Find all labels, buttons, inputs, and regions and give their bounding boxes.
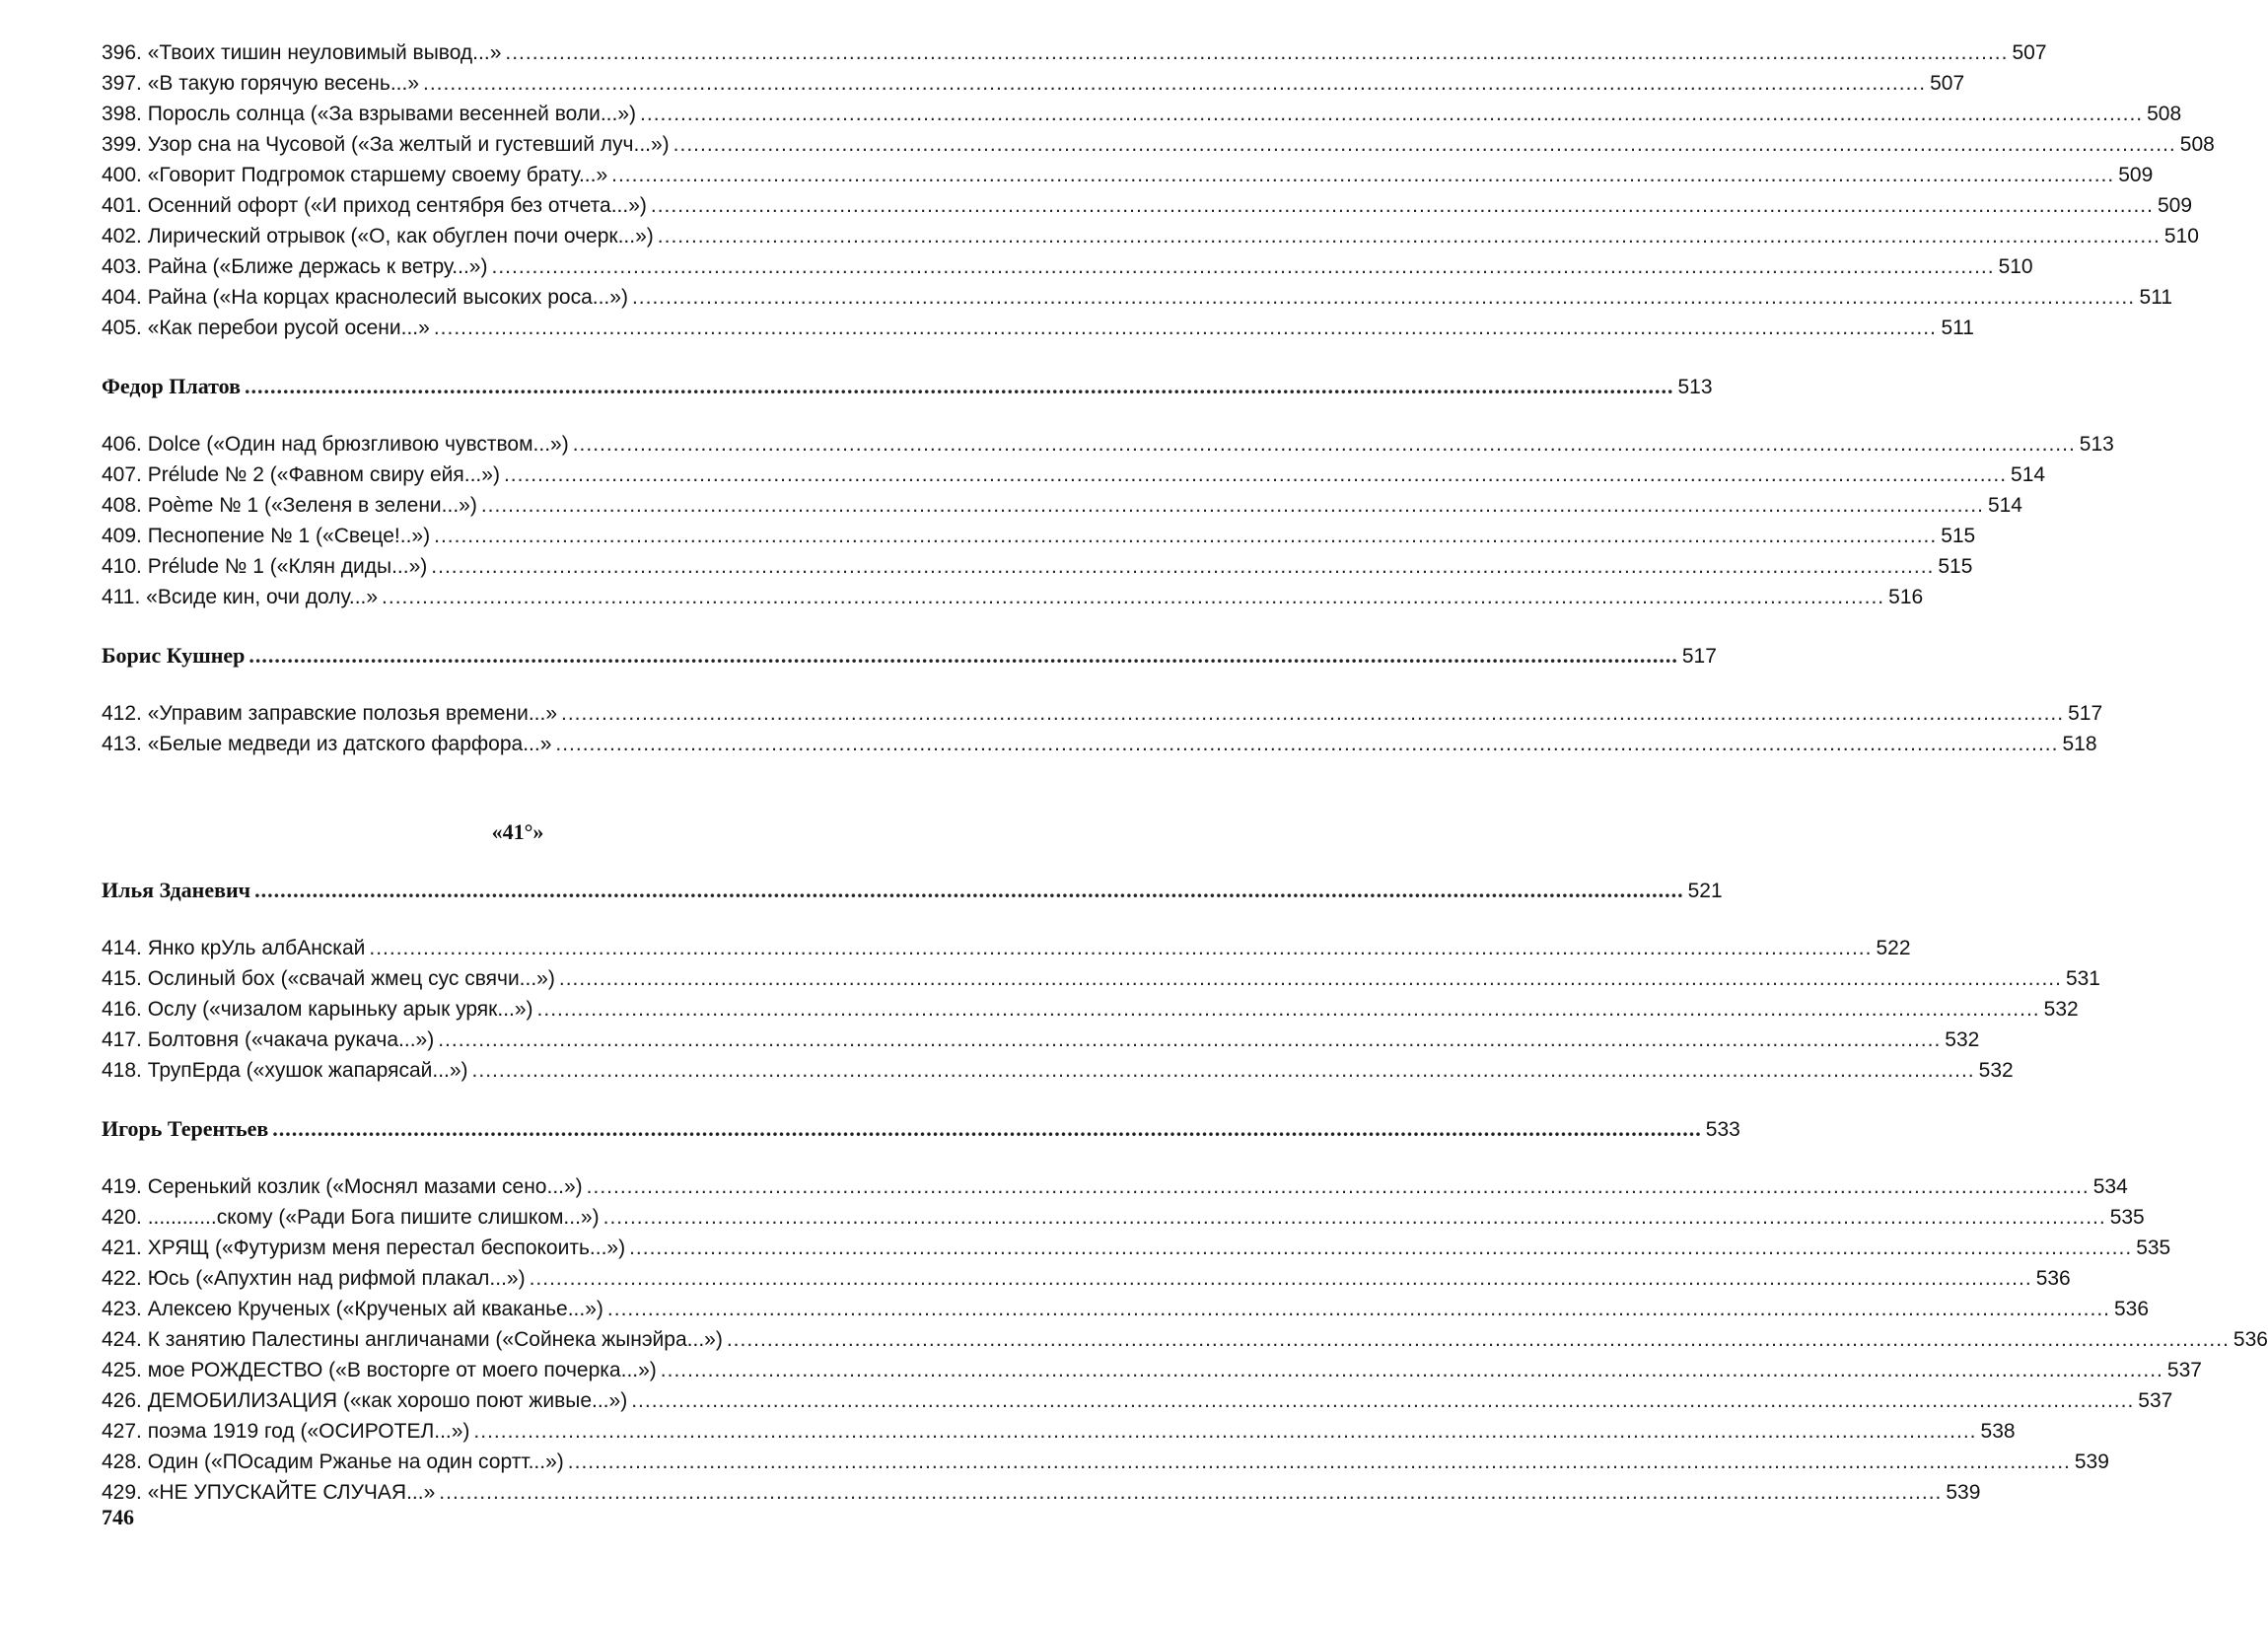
leader-dots bbox=[434, 521, 1937, 551]
entry-title: 425. мое РОЖДЕСТВО («В восторге от моего почерка...») bbox=[102, 1359, 657, 1381]
leader-dots bbox=[481, 490, 1984, 521]
entry-title: 419. Серенький козлик («Моснял мазами сено...») bbox=[102, 1175, 583, 1198]
leader-dots bbox=[561, 698, 2064, 729]
toc-page bbox=[102, 37, 2268, 1508]
toc-entry bbox=[102, 1416, 2016, 1447]
leader-dots bbox=[603, 1202, 2106, 1233]
leader-dots bbox=[439, 1477, 1942, 1508]
toc-entry bbox=[102, 551, 1973, 582]
toc-group bbox=[102, 875, 2100, 1086]
leader-dots bbox=[473, 1416, 1976, 1447]
entry-page: 508 bbox=[2179, 133, 2215, 156]
entry-page: 535 bbox=[2109, 1206, 2145, 1229]
leader-dots bbox=[607, 1294, 2110, 1324]
entry-title: 398. Поросль солнца («За взрывами весенней воли...») bbox=[102, 103, 637, 125]
toc-entry bbox=[102, 963, 2100, 994]
toc-entry bbox=[102, 429, 2114, 460]
entry-title: 406. Dolce («Один над брюзгливою чувством...») bbox=[102, 433, 569, 456]
author-name: Борис Кушнер bbox=[102, 643, 246, 668]
entry-title: 403. Райна («Ближе держась к ветру...») bbox=[102, 255, 488, 278]
leader-dots bbox=[438, 1025, 1941, 1055]
entry-title: 423. Алексею Крученых («Крученых ай кваканье...») bbox=[102, 1298, 603, 1320]
entry-title: 415. Ослиный бох («свачай жмец сус свячи...») bbox=[102, 967, 555, 990]
author-page: 513 bbox=[1677, 376, 1713, 398]
leader-dots bbox=[472, 1055, 1975, 1086]
leader-dots bbox=[587, 1171, 2090, 1202]
toc-entry bbox=[102, 1385, 2173, 1416]
entry-title: 412. «Управим заправские полозья времени...» bbox=[102, 702, 557, 725]
entry-page: 537 bbox=[2166, 1359, 2202, 1381]
entry-title: 399. Узор сна на Чусовой («За желтый и густевший луч...») bbox=[102, 133, 670, 156]
toc-entry bbox=[102, 251, 2033, 282]
entry-title: 416. Ослу («чизалом карыньку арык уряк...») bbox=[102, 998, 533, 1021]
entry-page: 514 bbox=[2011, 463, 2046, 486]
entry-page: 534 bbox=[2092, 1175, 2128, 1198]
entry-page: 507 bbox=[2012, 41, 2047, 64]
entry-page: 515 bbox=[1941, 525, 1976, 547]
leader-dots bbox=[640, 99, 2143, 129]
leader-dots bbox=[658, 221, 2161, 251]
toc-entry bbox=[102, 729, 2097, 759]
entry-page: 522 bbox=[1876, 937, 1911, 959]
page-number: 746 bbox=[102, 1505, 134, 1529]
author-name: Игорь Терентьев bbox=[102, 1116, 269, 1141]
leader-dots bbox=[248, 640, 1678, 671]
entry-page: 510 bbox=[2163, 225, 2199, 248]
leader-dots bbox=[632, 282, 2135, 313]
entry-title: 414. Янко крУль албАнскай bbox=[102, 937, 366, 959]
toc-entry bbox=[102, 1025, 1980, 1055]
entry-title: 424. К занятию Палестины англичанами («Сойнека жынэйра...») bbox=[102, 1328, 723, 1351]
author-heading bbox=[102, 875, 1723, 905]
author-page: 517 bbox=[1681, 645, 1717, 668]
author-heading bbox=[102, 640, 1717, 671]
leader-dots bbox=[661, 1355, 2163, 1385]
toc-entry bbox=[102, 933, 1911, 963]
toc-entry bbox=[102, 1202, 2145, 1233]
leader-dots bbox=[555, 729, 2058, 759]
leader-dots bbox=[382, 582, 1884, 612]
entry-page: 517 bbox=[2068, 702, 2103, 725]
entry-page: 518 bbox=[2062, 733, 2097, 755]
entry-title: 421. ХРЯЩ («Футуризм меня перестал беспокоить...») bbox=[102, 1237, 626, 1259]
entry-title: 413. «Белые медведи из датского фарфора...» bbox=[102, 733, 552, 755]
entry-title: 402. Лирический отрывок («О, как обуглен почи очерк...») bbox=[102, 225, 654, 248]
entry-page: 508 bbox=[2147, 103, 2182, 125]
entry-title: 401. Осенний офорт («И приход сентября без отчета...») bbox=[102, 194, 647, 217]
entry-page: 537 bbox=[2138, 1389, 2173, 1412]
entry-page: 511 bbox=[1941, 317, 1974, 339]
leader-dots bbox=[673, 129, 2176, 160]
entry-page: 515 bbox=[1938, 555, 1973, 578]
author-name: Илья Зданевич bbox=[102, 878, 251, 902]
entry-title: 411. «Всиде кин, очи долу...» bbox=[102, 586, 379, 608]
entry-title: 417. Болтовня («чакача рукача...») bbox=[102, 1028, 435, 1051]
toc-entry bbox=[102, 1324, 2268, 1355]
entry-title: 404. Райна («На корцах краснолесий высоких роса...») bbox=[102, 286, 628, 309]
toc-entry bbox=[102, 1263, 2071, 1294]
toc-entry bbox=[102, 1055, 2014, 1086]
entry-page: 509 bbox=[2118, 164, 2154, 186]
toc-entry bbox=[102, 190, 2193, 221]
entry-page: 536 bbox=[2233, 1328, 2268, 1351]
leader-dots bbox=[254, 875, 1684, 905]
entry-page: 535 bbox=[2136, 1237, 2171, 1259]
entry-page: 514 bbox=[1987, 494, 2022, 517]
toc-entry bbox=[102, 698, 2103, 729]
toc-entry bbox=[102, 313, 1974, 343]
toc-entry bbox=[102, 521, 1976, 551]
toc-entry bbox=[102, 1233, 2171, 1263]
entry-title: 410. Prélude № 1 («Клян диды...») bbox=[102, 555, 428, 578]
entry-title: 427. поэма 1919 год («ОСИРОТЕЛ...») bbox=[102, 1420, 470, 1443]
entry-title: 407. Prélude № 2 («Фавном свиру ейя...») bbox=[102, 463, 500, 486]
toc-entry bbox=[102, 221, 2199, 251]
entry-title: 409. Песнопение № 1 («Свеце!..») bbox=[102, 525, 431, 547]
toc-entry bbox=[102, 994, 2079, 1025]
entry-title: 397. «В такую горячую весень...» bbox=[102, 72, 420, 95]
author-page: 533 bbox=[1705, 1118, 1740, 1141]
leader-dots bbox=[504, 460, 2007, 490]
entry-page: 539 bbox=[2074, 1450, 2109, 1473]
toc-entry bbox=[102, 37, 2047, 68]
toc-entry bbox=[102, 1171, 2128, 1202]
leader-dots bbox=[431, 551, 1934, 582]
leader-dots bbox=[727, 1324, 2230, 1355]
toc-entry bbox=[102, 490, 2022, 521]
toc-group bbox=[102, 640, 2103, 759]
entry-title: 420. ............скому («Ради Бога пишите слишком...») bbox=[102, 1206, 600, 1229]
entry-page: 532 bbox=[1978, 1059, 2014, 1082]
author-heading bbox=[102, 371, 1713, 401]
toc-entry bbox=[102, 282, 2173, 313]
entry-title: 408. Poème № 1 («Зеленя в зелени...») bbox=[102, 494, 477, 517]
toc-entry bbox=[102, 460, 2046, 490]
leader-dots bbox=[573, 429, 2076, 460]
entry-title: 396. «Твоих тишин неуловимый вывод...» bbox=[102, 41, 502, 64]
entry-page: 538 bbox=[1980, 1420, 2016, 1443]
toc-entry bbox=[102, 68, 1965, 99]
entry-title: 426. ДЕМОБИЛИЗАЦИЯ («как хорошо поют живые...») bbox=[102, 1389, 628, 1412]
author-heading bbox=[102, 1113, 1740, 1144]
leader-dots bbox=[423, 68, 1926, 99]
entry-title: 400. «Говорит Подгромок старшему своему брату...» bbox=[102, 164, 608, 186]
entry-title: 405. «Как перебои русой осени...» bbox=[102, 317, 430, 339]
toc-group bbox=[102, 1113, 2268, 1508]
entry-page: 531 bbox=[2065, 967, 2100, 990]
entry-page: 532 bbox=[1945, 1028, 1980, 1051]
leader-dots bbox=[272, 1113, 1702, 1144]
leader-dots bbox=[611, 160, 2114, 190]
entry-title: 422. Юсь («Апухтин над рифмой плакал...») bbox=[102, 1267, 526, 1290]
entry-page: 510 bbox=[1998, 255, 2033, 278]
entry-title: 418. ТрупЕрда («хушок жапарясай...») bbox=[102, 1059, 468, 1082]
toc-entry bbox=[102, 99, 2182, 129]
entry-page: 539 bbox=[1946, 1481, 1981, 1504]
author-name: Федор Платов bbox=[102, 374, 241, 398]
leader-dots bbox=[651, 190, 2154, 221]
leader-dots bbox=[245, 371, 1674, 401]
leader-dots bbox=[530, 1263, 2032, 1294]
author-page: 521 bbox=[1687, 880, 1723, 902]
entry-page: 509 bbox=[2157, 194, 2193, 217]
entry-page: 536 bbox=[2035, 1267, 2071, 1290]
leader-dots bbox=[568, 1447, 2071, 1477]
section-title: «41°» bbox=[491, 819, 544, 844]
entry-page: 513 bbox=[2079, 433, 2114, 456]
toc-entry bbox=[102, 1294, 2150, 1324]
entry-page: 536 bbox=[2114, 1298, 2150, 1320]
leader-dots bbox=[491, 251, 1994, 282]
leader-dots bbox=[629, 1233, 2132, 1263]
entry-page: 511 bbox=[2139, 286, 2173, 309]
leader-dots bbox=[369, 933, 1872, 963]
toc-group bbox=[102, 37, 2215, 343]
toc-entry bbox=[102, 160, 2154, 190]
leader-dots bbox=[631, 1385, 2134, 1416]
entry-title: 429. «НЕ УПУСКАЙТЕ СЛУЧАЯ...» bbox=[102, 1481, 436, 1504]
toc-entry bbox=[102, 129, 2215, 160]
entry-page: 516 bbox=[1888, 586, 1924, 608]
leader-dots bbox=[434, 313, 1937, 343]
entry-title: 428. Один («ПОсадим Ржанье на один сортт...») bbox=[102, 1450, 564, 1473]
toc-entry bbox=[102, 1477, 1981, 1508]
toc-entry bbox=[102, 1447, 2109, 1477]
toc-entry bbox=[102, 582, 1924, 612]
entry-page: 507 bbox=[1930, 72, 1965, 95]
leader-dots bbox=[559, 963, 2062, 994]
leader-dots bbox=[505, 37, 2008, 68]
entry-page: 532 bbox=[2043, 998, 2079, 1021]
leader-dots bbox=[537, 994, 2040, 1025]
toc-entry bbox=[102, 1355, 2202, 1385]
toc-group bbox=[102, 371, 2114, 612]
